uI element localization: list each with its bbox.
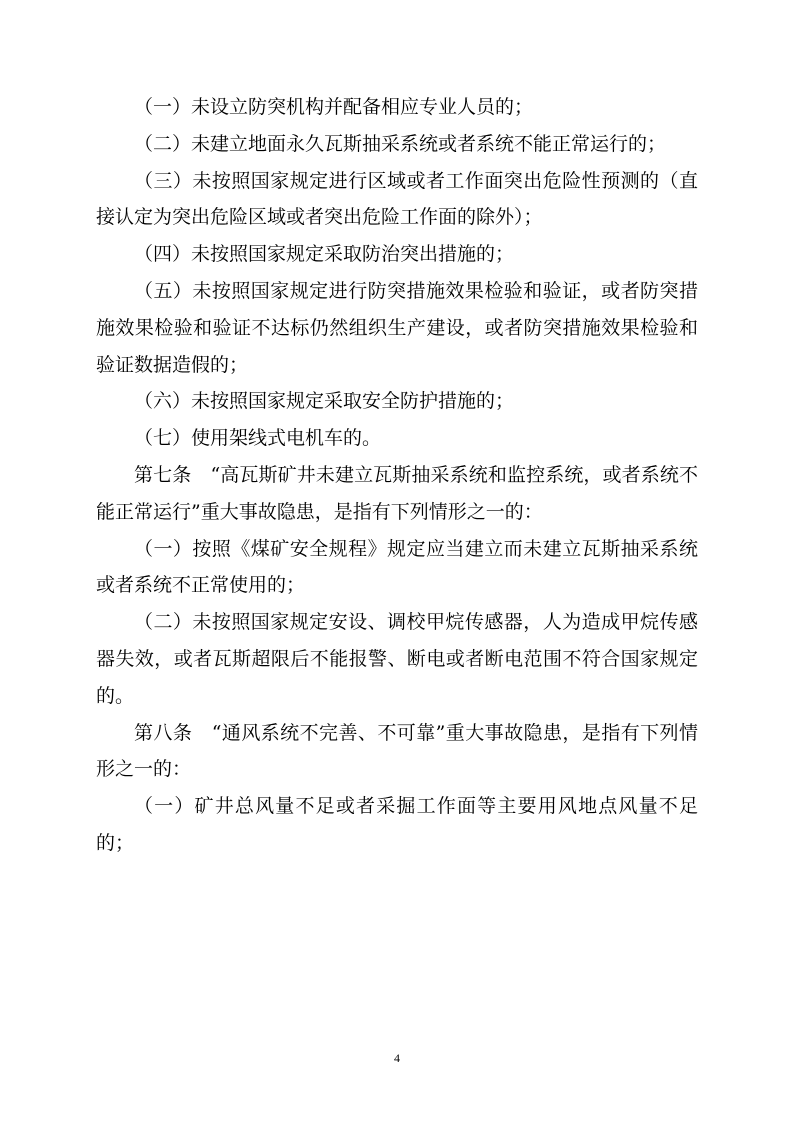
- document-body: [96, 89, 698, 862]
- page-number: 4: [394, 1051, 400, 1065]
- paragraph-2: （二）未建立地面永久瓦斯抽采系统或者系统不能正常运行的；: [134, 132, 667, 155]
- paragraph-12: （一）矿井总风量不足或者采掘工作面等主要用风地点风量不足的；: [96, 795, 698, 854]
- paragraph-1: （一）未设立防突机构并配备相应专业人员的；: [134, 96, 534, 118]
- paragraph-4: （四）未按照国家规定采取防治突出措施的；: [134, 243, 515, 266]
- paragraph-9: （一）按照《煤矿安全规程》规定应当建立而未建立瓦斯抽采系统或者系统不正常使用的；: [96, 537, 698, 597]
- article-8-heading: 第八条 “通风系统不完善、不可靠”重大事故隐患，是指有下列情形之一的：: [96, 721, 698, 781]
- paragraph-5: （五）未按照国家规定进行防突措施效果检验和验证，或者防突措施效果检验和验证不达标仍然组织生产建设，或者防突措施效果检验和验证数据造假的；: [96, 279, 698, 376]
- article-7-heading: 第七条 “高瓦斯矿井未建立瓦斯抽采系统和监控系统，或者系统不能正常运行”重大事故隐患，是指有下列情形之一的：: [96, 463, 698, 523]
- paragraph-10: （二）未按照国家规定安设、调校甲烷传感器，人为造成甲烷传感器失效，或者瓦斯超限后不能报警、断电或者断电范围不符合国家规定的。: [96, 611, 698, 707]
- paragraph-7: （七）使用架线式电机车的。: [134, 427, 382, 450]
- paragraph-3: （三）未按照国家规定进行区域或者工作面突出危险性预测的（直接认定为突出危险区域或者突出危险工作面的除外）；: [96, 169, 698, 229]
- paragraph-6: （六）未按照国家规定采取安全防护措施的；: [134, 390, 515, 413]
